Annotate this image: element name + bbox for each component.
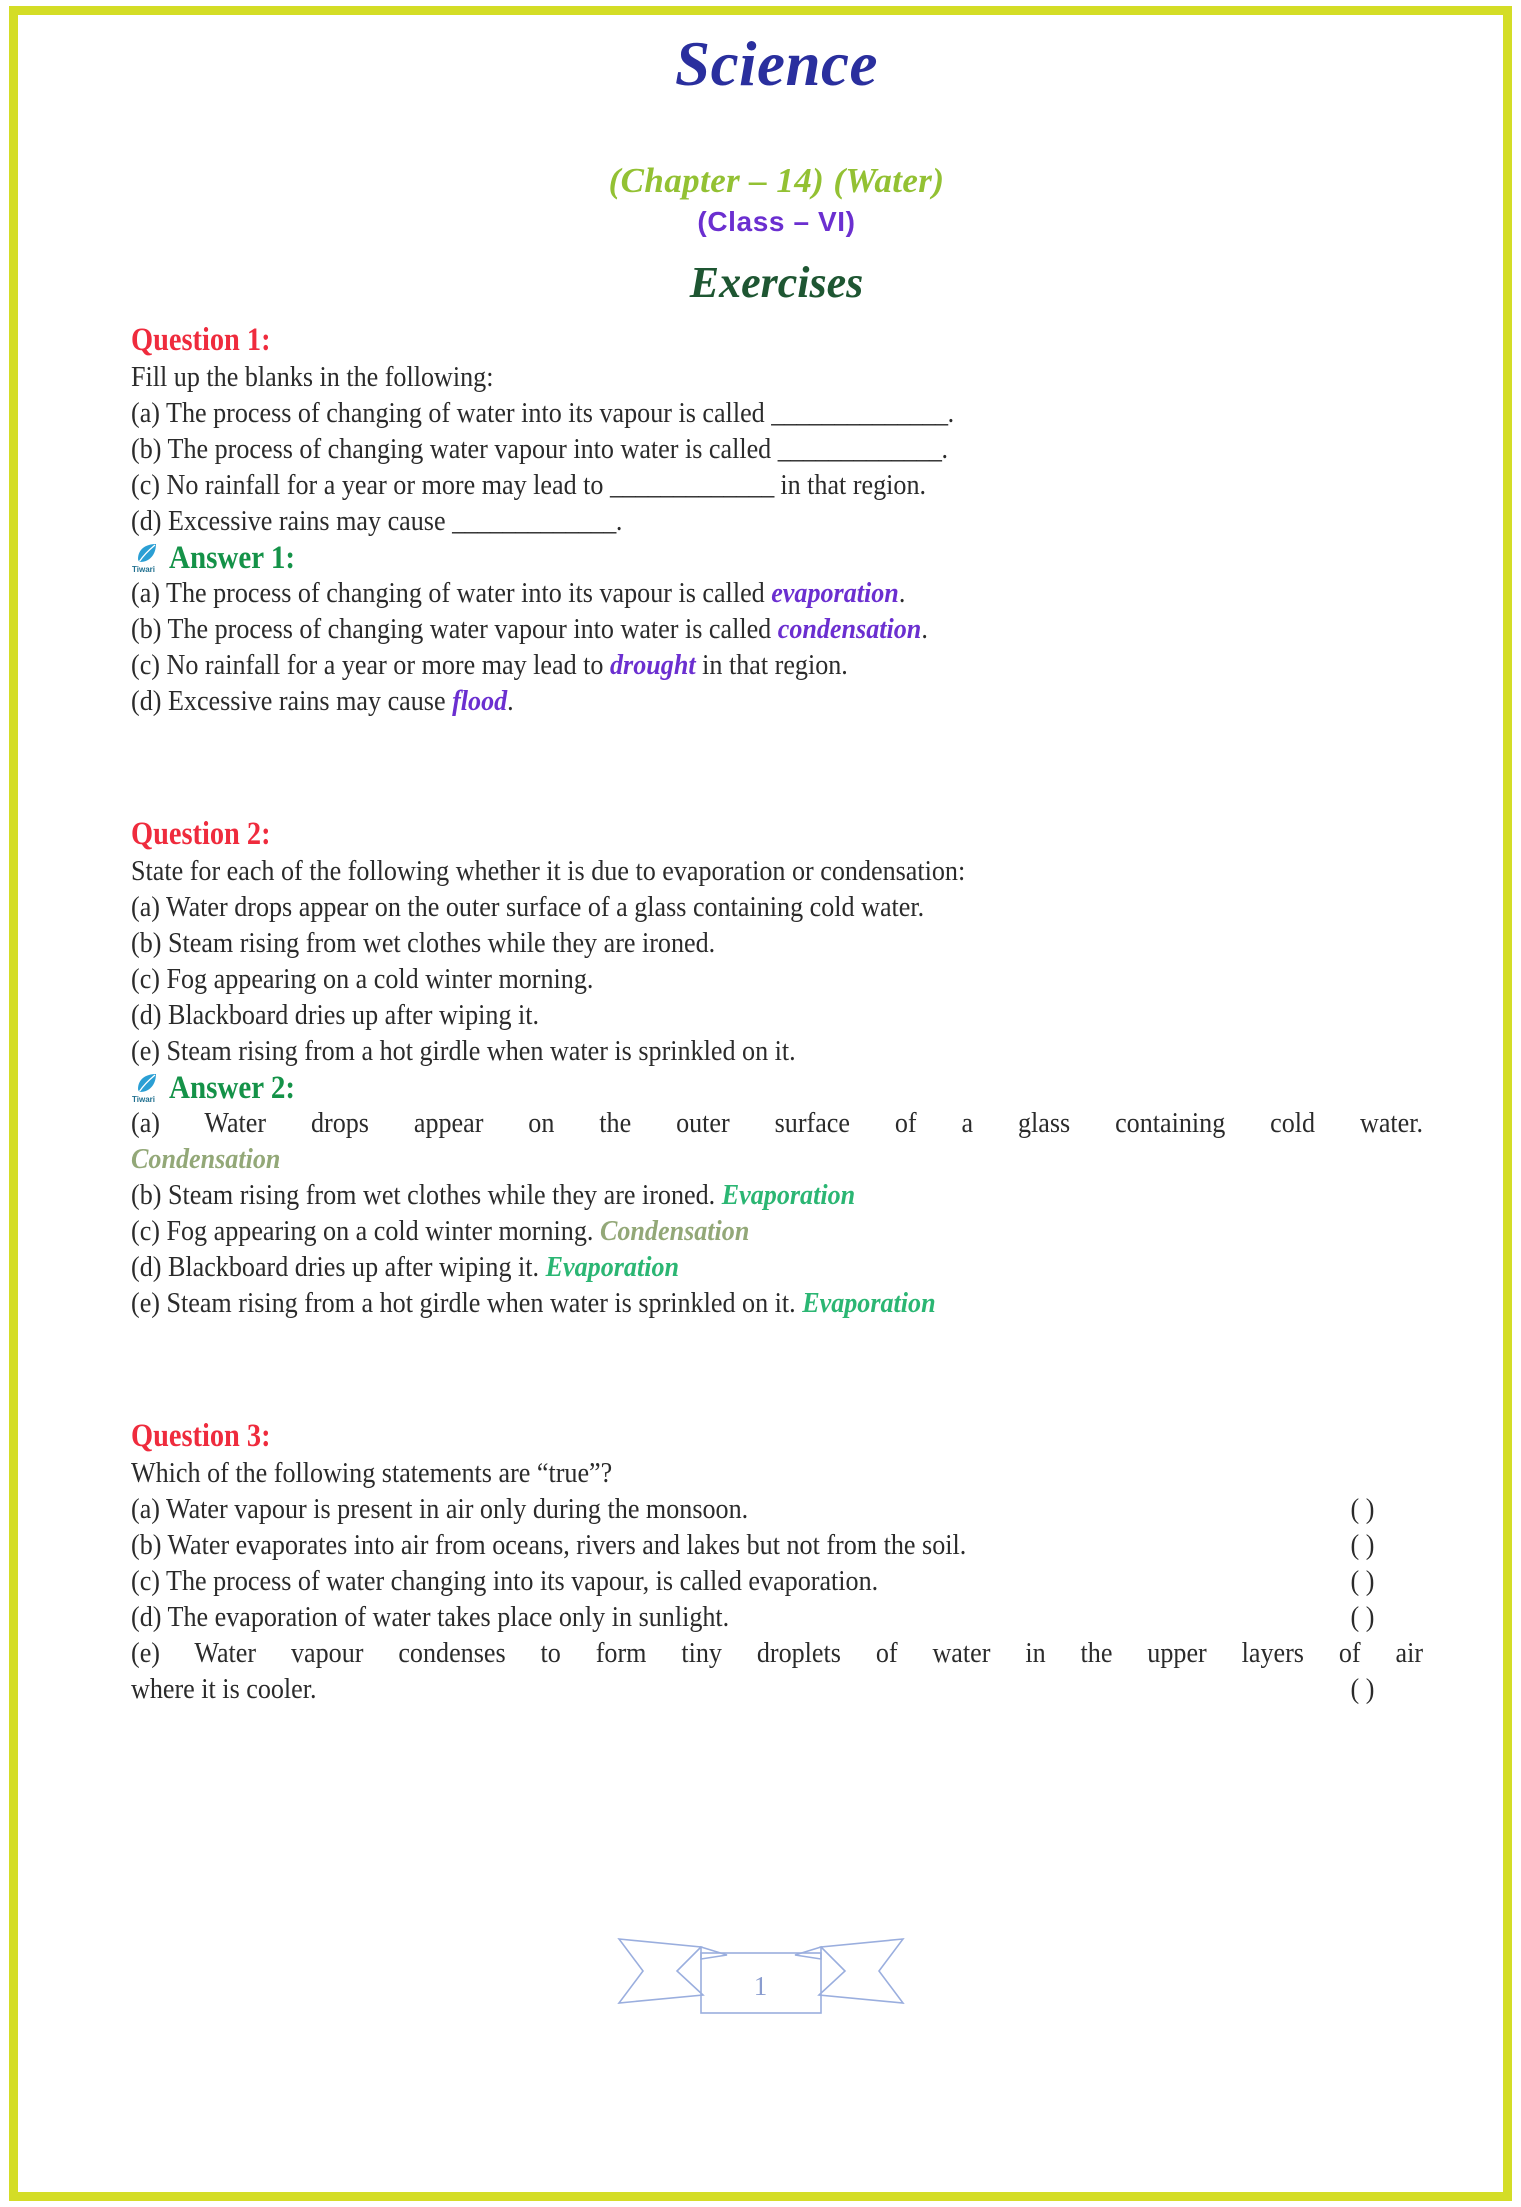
item-text-group bbox=[131, 1495, 748, 1524]
item-text: Water vapour condenses to form tiny droplets of water in the upper layers of air bbox=[194, 1637, 1424, 1670]
answer-keyword: Condensation bbox=[599, 1215, 750, 1248]
question-3-item-d bbox=[131, 1600, 1423, 1636]
item-text: The process of water changing into its vapour, is called evaporation. bbox=[166, 1565, 879, 1598]
item-text: Steam rising from a hot girdle when water is sprinkled on it. bbox=[166, 1287, 796, 1320]
answer-2-item-a bbox=[131, 1106, 1423, 1142]
item-label: (c) bbox=[131, 1565, 160, 1598]
item-label: (a) bbox=[131, 396, 160, 429]
item-label: (a) bbox=[131, 1107, 160, 1140]
item-text-group bbox=[131, 1531, 966, 1560]
item-text: Excessive rains may cause bbox=[167, 504, 453, 537]
section-heading-exercises: Exercises bbox=[689, 258, 864, 308]
item-text-cont: where it is cooler. bbox=[131, 1673, 317, 1706]
question-2-prompt: State for each of the following whether it is due to evaporation or condensation: bbox=[131, 855, 966, 887]
true-false-mark[interactable]: ( ) bbox=[1350, 1529, 1375, 1562]
item-text: No rainfall for a year or more may lead to bbox=[166, 649, 611, 682]
answer-1-item-a bbox=[131, 576, 1423, 612]
answer-keyword: Condensation bbox=[131, 1143, 281, 1176]
item-text-group bbox=[131, 1567, 878, 1596]
answer-2-item-e bbox=[131, 1286, 1423, 1322]
item-e-line-2 bbox=[131, 1668, 1423, 1704]
item-text: The process of changing water vapour into water is called bbox=[167, 432, 778, 465]
item-label: (c) bbox=[131, 468, 160, 501]
item-tail: in that region. bbox=[773, 468, 927, 501]
blank-field: ______________ bbox=[771, 396, 948, 429]
answer-keyword: Evaporation bbox=[545, 1251, 680, 1284]
item-e-line-1 bbox=[131, 1639, 1423, 1668]
question-2-heading: Question 2: bbox=[131, 816, 271, 853]
question-1-item-b bbox=[131, 432, 1423, 468]
answer-1-heading-row bbox=[131, 540, 1422, 576]
item-text: Blackboard dries up after wiping it. bbox=[167, 1251, 540, 1284]
item-label: (b) bbox=[131, 1529, 162, 1562]
item-text: Steam rising from a hot girdle when water is sprinkled on it. bbox=[166, 1035, 796, 1067]
question-2-item-a bbox=[131, 890, 1423, 926]
item-label: (c) bbox=[131, 649, 160, 682]
item-label: (c) bbox=[131, 963, 160, 995]
page-content bbox=[9, 9, 1512, 2198]
question-3-item-b bbox=[131, 1528, 1423, 1564]
answer-2-heading-row bbox=[131, 1070, 1422, 1106]
answer-1-item-c bbox=[131, 648, 1423, 684]
answer-1-heading: Answer 1: bbox=[169, 539, 296, 576]
tiwari-leaf-logo-icon bbox=[131, 541, 165, 575]
svg-text:Tiwari: Tiwari bbox=[132, 1095, 155, 1105]
item-text: The process of changing water vapour into water is called bbox=[167, 613, 778, 646]
page-footer bbox=[0, 1925, 1521, 2017]
item-tail: in that region. bbox=[695, 649, 848, 682]
answer-2-item-c bbox=[131, 1214, 1423, 1250]
question-1-item-a bbox=[131, 396, 1423, 432]
item-text: Fog appearing on a cold winter morning. bbox=[166, 963, 594, 995]
question-2-item-c bbox=[131, 962, 1423, 998]
spacer bbox=[131, 720, 1422, 816]
item-text: Steam rising from wet clothes while they are ironed. bbox=[167, 1179, 716, 1212]
answer-keyword: flood bbox=[452, 685, 508, 718]
question-3-item-a bbox=[131, 1492, 1423, 1528]
item-label: (b) bbox=[131, 613, 162, 646]
item-label: (a) bbox=[131, 891, 160, 923]
svg-text:Tiwari: Tiwari bbox=[132, 565, 155, 575]
item-tail: . bbox=[898, 577, 906, 610]
question-1-heading: Question 1: bbox=[131, 321, 271, 358]
item-tail: . bbox=[941, 432, 949, 465]
item-text: Excessive rains may cause bbox=[167, 685, 453, 718]
item-text: The process of changing of water into its vapour is called bbox=[166, 396, 772, 429]
item-text: The evaporation of water takes place only in sunlight. bbox=[167, 1601, 730, 1634]
true-false-mark[interactable]: ( ) bbox=[1350, 1601, 1375, 1634]
question-3-heading: Question 3: bbox=[131, 1418, 271, 1455]
item-text-group bbox=[131, 1603, 729, 1632]
item-label: (b) bbox=[131, 1179, 162, 1212]
question-1-item-c bbox=[131, 468, 1423, 504]
item-label: (c) bbox=[131, 1215, 160, 1248]
true-false-mark[interactable]: ( ) bbox=[1350, 1493, 1375, 1526]
item-label: (a) bbox=[131, 1493, 160, 1526]
item-label: (d) bbox=[131, 504, 162, 537]
item-label: (e) bbox=[131, 1287, 160, 1320]
spacer bbox=[131, 1322, 1422, 1418]
page-subtitle-class: (Class – VI) bbox=[697, 205, 856, 237]
item-label: (a) bbox=[131, 577, 160, 610]
question-2-item-b bbox=[131, 926, 1423, 962]
item-label: (d) bbox=[131, 999, 162, 1031]
item-text: Water evaporates into air from oceans, rivers and lakes but not from the soil. bbox=[167, 1529, 967, 1562]
item-label: (b) bbox=[131, 432, 162, 465]
item-label: (e) bbox=[131, 1637, 160, 1670]
true-false-mark[interactable]: ( ) bbox=[1350, 1673, 1375, 1706]
item-text: Blackboard dries up after wiping it. bbox=[167, 999, 540, 1031]
question-2-item-d bbox=[131, 998, 1423, 1034]
item-text: The process of changing of water into its vapour is called bbox=[166, 577, 772, 610]
item-text: Water drops appear on the outer surface of a glass containing cold water. bbox=[166, 891, 925, 923]
answer-1-item-d bbox=[131, 684, 1423, 720]
item-tail: . bbox=[615, 504, 623, 537]
answer-1-item-b bbox=[131, 612, 1423, 648]
question-1-prompt: Fill up the blanks in the following: bbox=[131, 360, 494, 393]
answer-keyword: Evaporation bbox=[721, 1179, 856, 1212]
spacer bbox=[131, 308, 1422, 322]
tiwari-leaf-logo-icon bbox=[131, 1071, 165, 1105]
item-text: Fog appearing on a cold winter morning. bbox=[166, 1215, 594, 1248]
question-3-prompt: Which of the following statements are “true”? bbox=[131, 1457, 613, 1490]
item-tail: . bbox=[947, 396, 955, 429]
item-label: (d) bbox=[131, 1601, 162, 1634]
question-2-item-e bbox=[131, 1034, 1423, 1070]
answer-2-item-b bbox=[131, 1178, 1423, 1214]
page-number-ribbon bbox=[615, 1925, 907, 2017]
item-text: Steam rising from wet clothes while they are ironed. bbox=[167, 927, 716, 959]
answer-2-heading: Answer 2: bbox=[169, 1070, 296, 1106]
item-text: Water drops appear on the outer surface of a glass containing cold water. bbox=[204, 1107, 1424, 1140]
item-label: (d) bbox=[131, 685, 162, 718]
blank-field: _____________ bbox=[777, 432, 942, 465]
item-label: (b) bbox=[131, 927, 162, 959]
blank-field: _____________ bbox=[452, 504, 616, 537]
question-1-item-d bbox=[131, 504, 1423, 540]
item-text: No rainfall for a year or more may lead to bbox=[166, 468, 611, 501]
question-3-item-c bbox=[131, 1564, 1423, 1600]
page-number: 1 bbox=[753, 1971, 768, 2001]
page-subtitle-chapter: (Chapter – 14) (Water) bbox=[608, 161, 945, 201]
answer-keyword: evaporation bbox=[771, 577, 899, 610]
item-tail: . bbox=[507, 685, 514, 718]
item-tail: . bbox=[921, 613, 928, 646]
item-label: (d) bbox=[131, 1251, 162, 1284]
item-label: (e) bbox=[131, 1035, 160, 1067]
blank-field: _____________ bbox=[610, 468, 774, 501]
answer-2-item-a-keyword-line bbox=[131, 1142, 1423, 1178]
answer-keyword: condensation bbox=[777, 613, 922, 646]
answer-keyword: drought bbox=[610, 649, 696, 682]
answer-keyword: Evaporation bbox=[802, 1287, 936, 1320]
question-3-item-e bbox=[131, 1636, 1423, 1708]
page-title-subject: Science bbox=[675, 29, 878, 99]
true-false-mark[interactable]: ( ) bbox=[1350, 1565, 1375, 1598]
item-text: Water vapour is present in air only during the monsoon. bbox=[166, 1493, 749, 1526]
answer-2-item-d bbox=[131, 1250, 1423, 1286]
